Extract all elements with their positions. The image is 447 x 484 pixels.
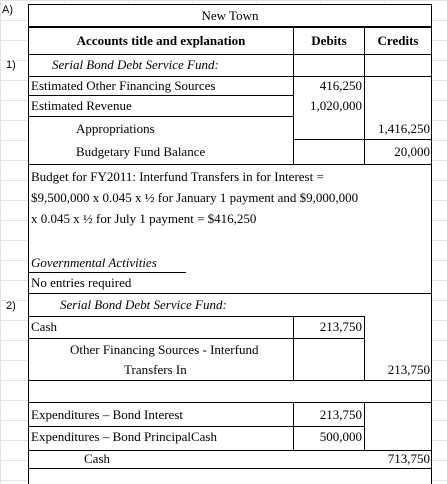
entry1-note-line-1: Budget for FY2011: Interfund Transfers in for Interest = bbox=[31, 169, 324, 184]
company-title: New Town bbox=[201, 8, 259, 23]
entry1-account-2: Estimated Revenue bbox=[31, 98, 132, 113]
entry2-fund-title: Serial Bond Debt Service Fund: bbox=[60, 297, 227, 312]
column-header-debits: Debits bbox=[311, 33, 347, 48]
entry1-account-1: Estimated Other Financing Sources bbox=[31, 78, 216, 93]
entry2-exp-principal-debit: 500,000 bbox=[319, 429, 362, 444]
entry2-cash-account: Cash bbox=[31, 319, 57, 334]
entry1-credit-3: 1,416,250 bbox=[378, 121, 430, 136]
column-header-credits: Credits bbox=[377, 33, 419, 48]
entry1-fund-title: Serial Bond Debt Service Fund: bbox=[52, 57, 219, 72]
entry1-debit-2: 1,020,000 bbox=[310, 98, 362, 113]
entry2-cash-credit: 713,750 bbox=[387, 451, 430, 466]
entry1-account-4: Budgetary Fund Balance bbox=[76, 144, 206, 159]
governmental-activities-title: Governmental Activities bbox=[31, 255, 157, 270]
entry2-ofs-credit: 213,750 bbox=[387, 362, 430, 377]
entry2-cash-debit: 213,750 bbox=[319, 319, 362, 334]
entry2-ofs-line-2: Transfers In bbox=[124, 362, 187, 377]
entry1-credit-4: 20,000 bbox=[394, 144, 430, 159]
entry2-cash-credit-account: Cash bbox=[84, 451, 110, 466]
entry1-note-line-2: $9,500,000 x 0.045 x ½ for January 1 payment and $9,000,000 bbox=[31, 190, 359, 205]
entry2-exp-interest: Expenditures – Bond Interest bbox=[31, 407, 183, 422]
entry2-exp-principal: Expenditures – Bond PrincipalCash bbox=[31, 429, 217, 444]
label-1: 1) bbox=[6, 59, 16, 71]
label-2: 2) bbox=[6, 300, 16, 312]
column-header-account: Accounts title and explanation bbox=[76, 33, 246, 48]
entry1-account-3: Appropriations bbox=[76, 121, 155, 136]
label-a: A) bbox=[2, 4, 13, 16]
entry1-note-line-3: x 0.045 x ½ for July 1 payment = $416,250 bbox=[31, 211, 257, 226]
entry2-exp-interest-debit: 213,750 bbox=[319, 407, 362, 422]
no-entries-text: No entries required bbox=[31, 275, 132, 290]
entry2-ofs-line-1: Other Financing Sources - Interfund bbox=[70, 342, 259, 357]
entry1-debit-1: 416,250 bbox=[319, 78, 362, 93]
